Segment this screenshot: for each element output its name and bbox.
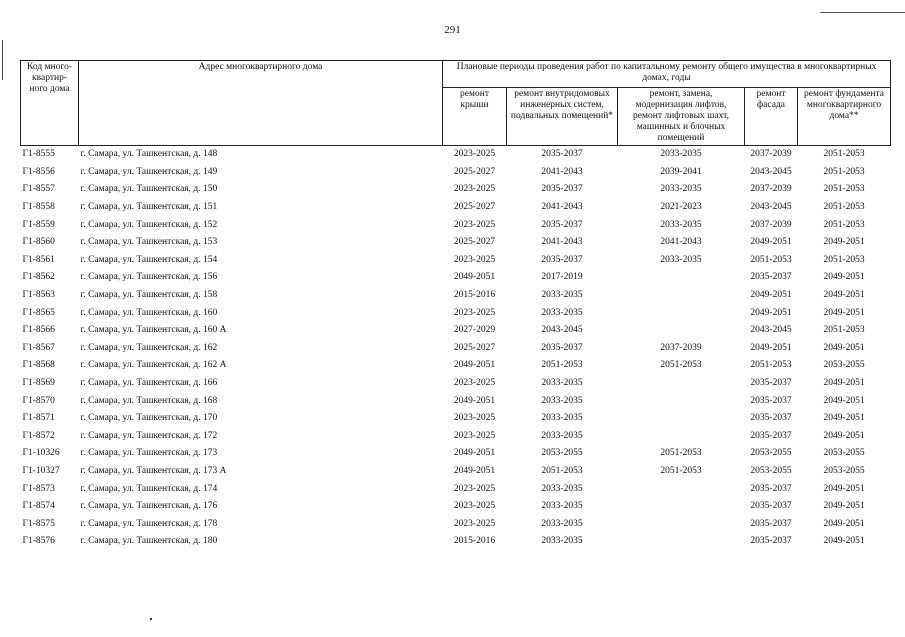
cell-code: Г1-8576	[22, 536, 55, 547]
cell-systems: 2035-2037	[541, 219, 583, 230]
cell-roof: 2015-2016	[453, 536, 496, 547]
table-row	[21, 252, 891, 270]
cell-address: г. Самара, ул. Ташкентская, д. 174	[80, 483, 218, 494]
cell-code: Г1-8571	[22, 413, 55, 424]
cell-systems: 2053-2055	[541, 448, 583, 459]
header-elevators: ремонт, замена, модернизация лифтов, ремонт лифтовых шахт, машинных и блочных помещений	[618, 88, 745, 146]
table-row	[21, 428, 891, 446]
cell-code: Г1-8555	[22, 149, 55, 160]
stray-dot	[150, 618, 152, 620]
cell-facade: 2035-2037	[750, 395, 792, 406]
cell-systems: 2035-2037	[541, 149, 583, 160]
cell-address: г. Самара, ул. Ташкентская, д. 149	[80, 166, 218, 177]
cell-systems: 2033-2035	[541, 413, 583, 424]
cell-roof: 2049-2051	[453, 272, 496, 283]
cell-facade: 2035-2037	[750, 483, 792, 494]
cell-facade: 2035-2037	[750, 518, 792, 529]
cell-roof: 2015-2016	[453, 290, 496, 301]
cell-roof: 2023-2025	[453, 518, 496, 529]
cell-elevators: 2051-2053	[660, 360, 702, 371]
cell-elevators: 2051-2053	[660, 465, 702, 476]
cell-code: Г1-8572	[22, 430, 55, 441]
cell-address: г. Самара, ул. Ташкентская, д. 148	[80, 149, 218, 160]
cell-roof: 2023-2025	[453, 219, 496, 230]
cell-systems: 2051-2053	[541, 465, 583, 476]
cell-code: Г1-8575	[22, 518, 55, 529]
capital-repair-schedule-table	[20, 60, 891, 551]
cell-systems: 2033-2035	[541, 518, 583, 529]
cell-elevators: 2039-2041	[660, 166, 702, 177]
cell-facade: 2051-2053	[750, 254, 792, 265]
left-margin-rule	[2, 40, 3, 80]
cell-code: Г1-8556	[22, 166, 55, 177]
cell-roof: 2023-2025	[453, 149, 496, 160]
cell-systems: 2035-2037	[541, 254, 583, 265]
cell-address: г. Самара, ул. Ташкентская, д. 162	[80, 342, 218, 353]
cell-code: Г1-8557	[22, 184, 55, 195]
table-row	[21, 164, 891, 182]
cell-facade: 2035-2037	[750, 536, 792, 547]
header-systems: ремонт внутридомовых инженерных систем, подвальных помещений*	[507, 88, 618, 146]
cell-foundation: 2049-2051	[823, 518, 865, 529]
table-row	[21, 322, 891, 340]
cell-facade: 2035-2037	[750, 413, 792, 424]
cell-address: г. Самара, ул. Ташкентская, д. 173	[80, 448, 218, 459]
header-code: Код много-квартир-ного дома	[21, 61, 79, 146]
cell-roof: 2027-2029	[453, 325, 496, 336]
cell-code: Г1-8567	[22, 342, 55, 353]
cell-elevators	[618, 498, 745, 516]
cell-systems: 2033-2035	[541, 430, 583, 441]
table-row	[21, 375, 891, 393]
cell-foundation: 2049-2051	[823, 483, 865, 494]
header-foundation: ремонт фундамента многоквартирного дома**	[798, 88, 891, 146]
cell-foundation: 2051-2053	[823, 254, 865, 265]
header-address: Адрес многоквартирного дома	[79, 61, 443, 146]
cell-elevators	[618, 533, 745, 551]
cell-elevators	[618, 410, 745, 428]
cell-elevators: 2041-2043	[660, 237, 702, 248]
table-row	[21, 269, 891, 287]
cell-systems: 2017-2019	[541, 272, 583, 283]
cell-foundation: 2049-2051	[823, 307, 865, 318]
cell-address: г. Самара, ул. Ташкентская, д. 151	[80, 202, 218, 213]
cell-elevators	[618, 392, 745, 410]
cell-facade: 2053-2055	[750, 465, 792, 476]
cell-foundation: 2049-2051	[823, 272, 865, 283]
cell-code: Г1-8566	[22, 325, 55, 336]
cell-systems: 2041-2043	[541, 202, 583, 213]
cell-address: г. Самара, ул. Ташкентская, д. 178	[80, 518, 218, 529]
cell-address: г. Самара, ул. Ташкентская, д. 152	[80, 219, 218, 230]
cell-systems: 2033-2035	[541, 395, 583, 406]
cell-facade: 2043-2045	[750, 202, 792, 213]
cell-facade: 2037-2039	[750, 219, 792, 230]
cell-roof: 2025-2027	[453, 237, 496, 248]
cell-foundation: 2049-2051	[823, 378, 865, 389]
cell-roof: 2049-2051	[453, 448, 496, 459]
cell-foundation: 2051-2053	[823, 149, 865, 160]
cell-roof: 2049-2051	[453, 360, 496, 371]
cell-elevators: 2033-2035	[660, 184, 702, 195]
cell-facade: 2049-2051	[750, 237, 792, 248]
cell-address: г. Самара, ул. Ташкентская, д. 166	[80, 378, 218, 389]
cell-elevators: 2033-2035	[660, 219, 702, 230]
table-row	[21, 480, 891, 498]
cell-elevators	[618, 304, 745, 322]
cell-systems: 2033-2035	[541, 536, 583, 547]
cell-systems: 2033-2035	[541, 501, 583, 512]
cell-code: Г1-8563	[22, 290, 55, 301]
table-row	[21, 410, 891, 428]
cell-roof: 2023-2025	[453, 501, 496, 512]
cell-address: г. Самара, ул. Ташкентская, д. 156	[80, 272, 218, 283]
cell-roof: 2025-2027	[453, 166, 496, 177]
cell-systems: 2033-2035	[541, 290, 583, 301]
cell-systems: 2033-2035	[541, 483, 583, 494]
table-row	[21, 463, 891, 481]
cell-systems: 2051-2053	[541, 360, 583, 371]
cell-foundation: 2049-2051	[823, 413, 865, 424]
cell-elevators: 2021-2023	[660, 202, 702, 213]
cell-elevators: 2037-2039	[660, 342, 702, 353]
cell-address: г. Самара, ул. Ташкентская, д. 160 А	[80, 325, 227, 336]
header-facade: ремонт фасада	[745, 88, 798, 146]
cell-facade: 2035-2037	[750, 378, 792, 389]
cell-address: г. Самара, ул. Ташкентская, д. 150	[80, 184, 218, 195]
cell-address: г. Самара, ул. Ташкентская, д. 173 А	[80, 465, 227, 476]
cell-code: Г1-8562	[22, 272, 55, 283]
cell-facade: 2051-2053	[750, 360, 792, 371]
cell-roof: 2023-2025	[453, 430, 496, 441]
cell-elevators	[618, 322, 745, 340]
table-row	[21, 392, 891, 410]
cell-code: Г1-8569	[22, 378, 55, 389]
cell-address: г. Самара, ул. Ташкентская, д. 168	[80, 395, 218, 406]
cell-address: г. Самара, ул. Ташкентская, д. 158	[80, 290, 218, 301]
cell-code: Г1-8574	[22, 501, 55, 512]
cell-code: Г1-10326	[22, 448, 60, 459]
cell-systems: 2035-2037	[541, 184, 583, 195]
cell-address: г. Самара, ул. Ташкентская, д. 176	[80, 501, 218, 512]
cell-address: г. Самара, ул. Ташкентская, д. 180	[80, 536, 218, 547]
table-row	[21, 533, 891, 551]
top-right-rule	[820, 12, 905, 13]
table-row	[21, 181, 891, 199]
cell-roof: 2023-2025	[453, 307, 496, 318]
cell-code: Г1-8559	[22, 219, 55, 230]
cell-foundation: 2051-2053	[823, 166, 865, 177]
table-row	[21, 357, 891, 375]
cell-address: г. Самара, ул. Ташкентская, д. 160	[80, 307, 218, 318]
cell-roof: 2023-2025	[453, 184, 496, 195]
table-row	[21, 445, 891, 463]
header-periods: Плановые периоды проведения работ по капитальному ремонту общего имущества в многоквартирных домах, годы	[443, 61, 891, 88]
cell-foundation: 2049-2051	[823, 342, 865, 353]
page-number: 291	[444, 24, 461, 36]
cell-foundation: 2053-2055	[823, 360, 865, 371]
cell-roof: 2023-2025	[453, 483, 496, 494]
cell-code: Г1-8561	[22, 254, 55, 265]
cell-facade: 2037-2039	[750, 184, 792, 195]
cell-roof: 2049-2051	[453, 395, 496, 406]
table-row	[21, 515, 891, 533]
cell-facade: 2053-2055	[750, 448, 792, 459]
cell-systems: 2043-2045	[541, 325, 583, 336]
cell-elevators	[618, 480, 745, 498]
cell-elevators: 2033-2035	[660, 254, 702, 265]
cell-code: Г1-8558	[22, 202, 55, 213]
cell-address: г. Самара, ул. Ташкентская, д. 162 А	[80, 360, 227, 371]
table-body	[21, 146, 891, 551]
cell-facade: 2037-2039	[750, 149, 792, 160]
cell-facade: 2043-2045	[750, 325, 792, 336]
cell-foundation: 2051-2053	[823, 184, 865, 195]
cell-roof: 2023-2025	[453, 254, 496, 265]
cell-facade: 2043-2045	[750, 166, 792, 177]
cell-roof: 2023-2025	[453, 378, 496, 389]
cell-systems: 2035-2037	[541, 342, 583, 353]
cell-code: Г1-8565	[22, 307, 55, 318]
table-row	[21, 146, 891, 164]
cell-elevators	[618, 515, 745, 533]
cell-foundation: 2051-2053	[823, 202, 865, 213]
cell-roof: 2049-2051	[453, 465, 496, 476]
cell-foundation: 2049-2051	[823, 395, 865, 406]
cell-facade: 2035-2037	[750, 501, 792, 512]
cell-foundation: 2051-2053	[823, 325, 865, 336]
table-row	[21, 340, 891, 358]
cell-code: Г1-8570	[22, 395, 55, 406]
cell-elevators: 2033-2035	[660, 149, 702, 160]
cell-roof: 2025-2027	[453, 342, 496, 353]
header-roof: ремонт крыши	[443, 88, 507, 146]
cell-elevators	[618, 375, 745, 393]
cell-systems: 2041-2043	[541, 166, 583, 177]
table-row	[21, 234, 891, 252]
cell-systems: 2041-2043	[541, 237, 583, 248]
cell-address: г. Самара, ул. Ташкентская, д. 153	[80, 237, 218, 248]
cell-code: Г1-8573	[22, 483, 55, 494]
table-row	[21, 287, 891, 305]
cell-foundation: 2049-2051	[823, 501, 865, 512]
cell-address: г. Самара, ул. Ташкентская, д. 170	[80, 413, 218, 424]
cell-address: г. Самара, ул. Ташкентская, д. 154	[80, 254, 218, 265]
cell-roof: 2023-2025	[453, 413, 496, 424]
table-row	[21, 199, 891, 217]
table-row	[21, 216, 891, 234]
cell-foundation: 2049-2051	[823, 430, 865, 441]
table-row	[21, 498, 891, 516]
cell-foundation: 2053-2055	[823, 465, 865, 476]
cell-address: г. Самара, ул. Ташкентская, д. 172	[80, 430, 218, 441]
cell-elevators	[618, 269, 745, 287]
cell-elevators: 2051-2053	[660, 448, 702, 459]
cell-elevators	[618, 287, 745, 305]
table-row	[21, 304, 891, 322]
cell-foundation: 2049-2051	[823, 536, 865, 547]
cell-facade: 2049-2051	[750, 307, 792, 318]
cell-roof: 2025-2027	[453, 202, 496, 213]
cell-facade: 2049-2051	[750, 290, 792, 301]
cell-elevators	[618, 428, 745, 446]
cell-foundation: 2051-2053	[823, 219, 865, 230]
cell-systems: 2033-2035	[541, 307, 583, 318]
cell-facade: 2049-2051	[750, 342, 792, 353]
cell-code: Г1-10327	[22, 465, 60, 476]
cell-facade: 2035-2037	[750, 272, 792, 283]
cell-foundation: 2053-2055	[823, 448, 865, 459]
cell-systems: 2033-2035	[541, 378, 583, 389]
cell-foundation: 2049-2051	[823, 290, 865, 301]
cell-code: Г1-8568	[22, 360, 55, 371]
cell-facade: 2035-2037	[750, 430, 792, 441]
cell-code: Г1-8560	[22, 237, 55, 248]
cell-foundation: 2049-2051	[823, 237, 865, 248]
